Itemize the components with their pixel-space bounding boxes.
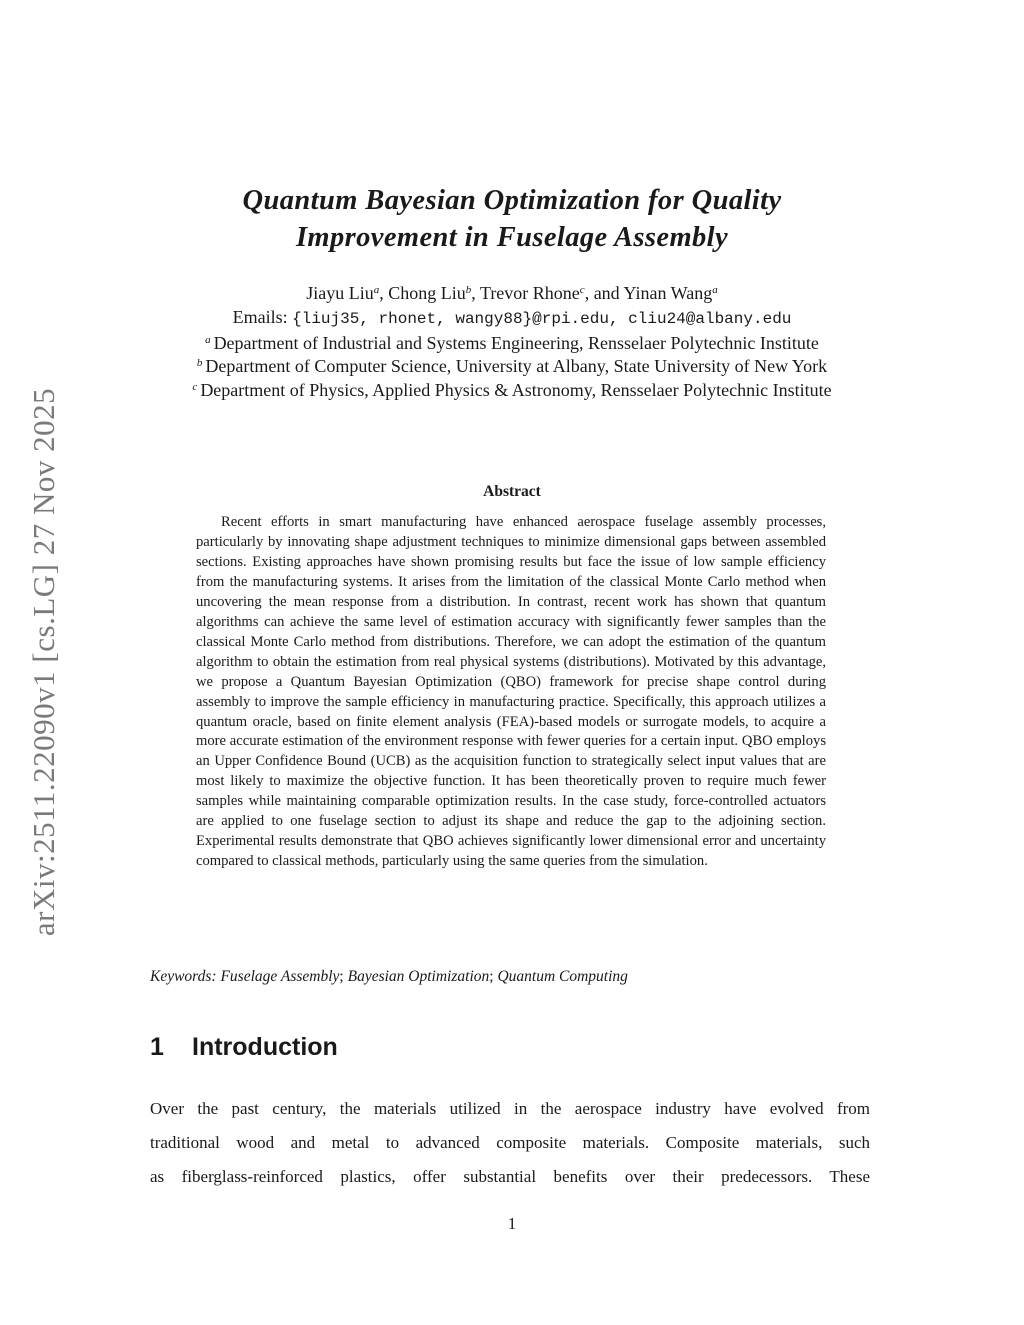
- paragraph-line: Over the past century, the materials utilized in the aerospace industry have evolved from: [150, 1099, 870, 1118]
- introduction-paragraph: [150, 1092, 870, 1194]
- affiliation-mark: a: [205, 333, 211, 346]
- paper-title-line-1: Quantum Bayesian Optimization for Quality: [242, 185, 782, 216]
- keyword-item: Quantum Computing: [497, 968, 628, 985]
- keywords-label: Keywords:: [150, 968, 217, 985]
- abstract-body: Recent efforts in smart manufacturing have enhanced aerospace fuselage assembly processes, particularly by innovating shape adjustment techniques to minimize dimensional gaps between assembled sections. Existing approaches have shown promising results but face the issue of low sample efficiency from the manufacturing systems. It arises from the limitation of the classical Monte Carlo method when uncovering the mean response from a distribution. In contrast, recent work has shown that quantum algorithms can achieve the same level of estimation accuracy with significantly fewer samples than the classical Monte Carlo method from distributions. Therefore, we can adopt the estimation of the quantum algorithm to obtain the estimation from real physical systems (distributions). Motivated by this advantage, we propose a Quantum Bayesian Optimization (QBO) framework for precise shape control during assembly to improve the sample efficiency in manufacturing practice. Specifically, this approach utilizes a quantum oracle, based on finite element analysis (FEA)-based models or surrogate models, to acquire a more accurate estimation of the environment response with fewer queries for a certain input. QBO employs an Upper Confidence Bound (UCB) as the acquisition function to strategically select input values that are most likely to maximize the objective function. It has been theoretically proven to require much fewer samples while maintaining comparable optimization results. In the case study, force-controlled actuators are applied to one fuselage section to adjust its shape and reduce the gap to the adjoining section. Experimental results demonstrate that QBO achieves significantly lower dimensional error and uncertainty compared to classical methods, particularly using the same queries from the simulation.: [196, 514, 826, 870]
- author-name: Trevor Rhone: [479, 283, 580, 303]
- arxiv-identifier-stamp: arXiv:2511.22090v1 [cs.LG] 27 Nov 2025: [26, 387, 61, 937]
- author-separator: , and: [584, 283, 624, 303]
- email-line: [0, 306, 1024, 332]
- paragraph-line: traditional wood and metal to advanced composite materials. Composite materials, such: [150, 1133, 870, 1152]
- affiliation-text: Department of Physics, Applied Physics & Astronomy, Rensselaer Polytechnic Institute: [200, 380, 832, 401]
- author-separator: ,: [379, 283, 389, 303]
- affiliation-mark: c: [192, 381, 198, 394]
- email-addresses: {liuj35, rhonet, wangy88}@rpi.edu, cliu24@albany.edu: [292, 309, 792, 328]
- paragraph-line: as fiberglass-reinforced plastics, offer substantial benefits over their predecessors. These: [150, 1167, 870, 1186]
- keyword-item: Bayesian Optimization: [347, 968, 490, 985]
- author-block: [0, 282, 1024, 403]
- affiliation-line: [0, 355, 1024, 379]
- paper-title: [0, 182, 1024, 256]
- author-list: [0, 282, 1024, 306]
- author-name: Yinan Wang: [623, 283, 713, 303]
- author-affiliation-mark: c: [579, 284, 585, 296]
- paper-title-line-2: Improvement in Fuselage Assembly: [295, 222, 729, 253]
- affiliation-line: [0, 379, 1024, 403]
- author-affiliation-mark: a: [373, 284, 380, 296]
- email-label: Emails:: [232, 306, 293, 327]
- page-number: 1: [507, 1214, 517, 1233]
- affiliation-text: Department of Industrial and Systems Engineering, Rensselaer Polytechnic Institute: [213, 332, 819, 353]
- author-affiliation-mark: b: [465, 284, 472, 296]
- author-separator: ,: [471, 283, 480, 303]
- affiliation-text: Department of Computer Science, University at Albany, State University of New York: [205, 356, 828, 377]
- keywords-line: Keywords: Fuselage Assembly; Bayesian Optimization; Quantum Computing: [150, 968, 628, 985]
- section-heading: [150, 1033, 338, 1062]
- affiliation-mark: b: [196, 357, 203, 370]
- affiliation-line: [0, 332, 1024, 356]
- section-number: 1: [150, 1033, 164, 1061]
- author-affiliation-mark: a: [712, 284, 718, 296]
- author-name: Jiayu Liu: [306, 283, 374, 303]
- abstract-heading: Abstract: [483, 483, 541, 500]
- keyword-item: Fuselage Assembly: [220, 968, 340, 985]
- section-title: Introduction: [192, 1033, 338, 1061]
- author-name: Chong Liu: [388, 283, 466, 303]
